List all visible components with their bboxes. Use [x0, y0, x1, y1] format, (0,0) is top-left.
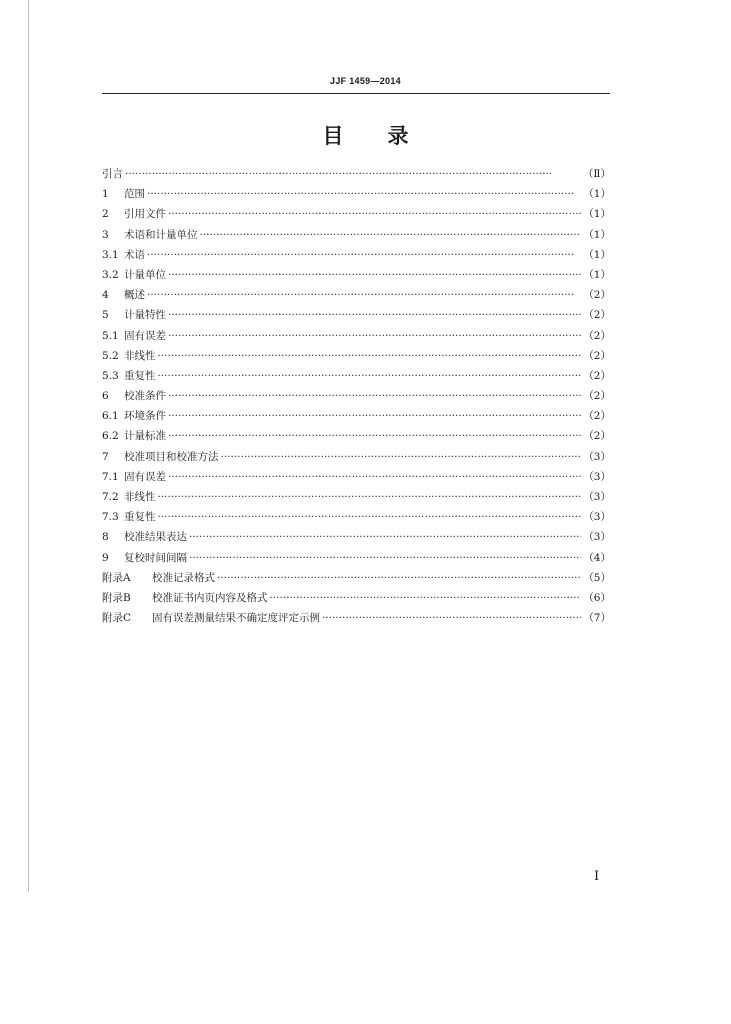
toc-entry-page: （2） — [583, 309, 611, 322]
toc-entry-number: 5 — [102, 309, 109, 322]
toc-entry-number: 附录C — [102, 612, 132, 625]
toc-entry-text: 非线性 — [124, 491, 156, 503]
toc-entry-text: 术语和计量单位 — [124, 228, 198, 241]
toc-entry-text: 概述 — [124, 289, 145, 302]
toc-entry-number: 7 — [102, 450, 109, 463]
toc-entry[interactable] — [102, 426, 611, 446]
toc-entry-page: （2） — [583, 390, 611, 403]
toc-entry-page: （4） — [583, 551, 611, 564]
toc-entry[interactable] — [102, 406, 611, 426]
page-number: I — [594, 869, 600, 884]
toc-leader-dots — [168, 406, 581, 426]
toc-entry[interactable] — [102, 265, 611, 285]
toc-entry-page: （2） — [583, 349, 611, 362]
toc-entry-page: （2） — [583, 289, 611, 302]
toc-entry-number: 6.2 — [102, 430, 119, 443]
toc-leader-dots — [322, 608, 581, 628]
toc-entry-page: （5） — [583, 571, 611, 584]
toc-entry-text: 校准记录格式 — [152, 571, 215, 584]
toc-leader-dots — [270, 588, 582, 608]
toc-entry-page: （2） — [583, 369, 611, 382]
toc-entry-text: 重复性 — [124, 369, 156, 382]
toc-entry-text: 非线性 — [124, 349, 156, 362]
toc-entry-label — [102, 568, 215, 588]
toc-entry-label — [102, 548, 187, 568]
toc-leader-dots — [189, 548, 581, 568]
toc-entry-label — [102, 265, 166, 285]
toc-entry-number: 5.2 — [102, 349, 119, 362]
toc-entry[interactable] — [102, 366, 611, 386]
toc-entry-page: （2） — [583, 329, 611, 342]
toc-entry-page: （6） — [583, 591, 611, 604]
title-char: 目 — [322, 124, 344, 148]
toc-entry-page: （1） — [583, 248, 611, 261]
toc-entry-text: 固有误差测量结果不确定度评定示例 — [152, 612, 320, 625]
toc-leader-dots — [158, 507, 582, 527]
header-rule — [102, 93, 610, 94]
toc-leader-dots — [168, 467, 581, 487]
toc-leader-dots — [168, 426, 581, 446]
toc-entry-text: 计量特性 — [124, 309, 166, 322]
toc-entry-number: 8 — [102, 531, 109, 544]
toc-entry-label — [102, 326, 166, 346]
toc-entry-text: 校准结果表达 — [124, 531, 187, 544]
toc-entry-label — [102, 507, 156, 527]
toc-entry[interactable] — [102, 285, 611, 305]
toc-entry-text: 固有误差 — [124, 470, 166, 483]
toc-entry-label — [102, 447, 219, 467]
toc-entry-number: 附录A — [102, 571, 131, 584]
toc-entry-text: 固有误差 — [124, 329, 166, 342]
toc-entry[interactable] — [102, 588, 611, 608]
toc-entry-page: （1） — [583, 268, 611, 281]
toc-entry-page: （3） — [583, 511, 611, 524]
toc-entry[interactable] — [102, 326, 611, 346]
toc-entry-label — [102, 487, 156, 507]
toc-entry-number: 附录B — [102, 591, 131, 604]
toc-leader-dots — [217, 568, 581, 588]
toc-leader-dots — [158, 346, 582, 366]
toc-entry[interactable] — [102, 346, 611, 366]
toc-entry[interactable] — [102, 548, 611, 568]
toc-leader-dots — [189, 527, 581, 547]
toc-entry-page: （2） — [583, 410, 611, 423]
toc-entry-number: 7.2 — [102, 491, 119, 503]
toc-entry-number: 1 — [102, 188, 109, 201]
toc-leader-dots — [147, 184, 581, 204]
toc-entry-label — [102, 184, 145, 204]
toc-entry-text: 引言 — [102, 168, 123, 180]
toc-entry-text: 复校时间间隔 — [124, 551, 187, 564]
toc-leader-dots — [147, 245, 581, 265]
toc-entry-page: （3） — [583, 470, 611, 483]
toc-leader-dots — [168, 386, 581, 406]
toc-entry[interactable] — [102, 386, 611, 406]
toc-entry-label — [102, 406, 166, 426]
toc-entry-text: 校准条件 — [124, 390, 166, 403]
toc-entry-number: 2 — [102, 208, 109, 221]
toc-entry[interactable] — [102, 225, 611, 245]
toc-entry-text: 引用文件 — [124, 208, 166, 221]
toc-entry-number: 4 — [102, 289, 109, 302]
toc-entry-label — [102, 467, 166, 487]
toc-entry-text: 重复性 — [124, 511, 156, 524]
standard-code: JJF 1459—2014 — [330, 76, 401, 86]
toc-entry-label — [102, 608, 320, 628]
toc-entry[interactable] — [102, 487, 611, 507]
toc-entry-label — [102, 366, 156, 386]
toc-leader-dots — [168, 326, 581, 346]
toc-leader-dots — [125, 164, 581, 184]
toc-entry[interactable] — [102, 608, 611, 628]
toc-entry-label — [102, 305, 166, 325]
toc-entry[interactable] — [102, 164, 611, 184]
toc-entry-page: （3） — [583, 450, 611, 463]
toc-entry-text: 术语 — [124, 248, 145, 261]
toc-leader-dots — [200, 225, 582, 245]
toc-entry-number: 9 — [102, 551, 109, 564]
toc-entry[interactable] — [102, 527, 611, 547]
toc-entry-number: 7.3 — [102, 511, 119, 524]
toc-entry-label — [102, 164, 123, 184]
toc-entry-label — [102, 225, 198, 245]
toc-entry-number: 5.3 — [102, 369, 119, 382]
toc-entry-number: 6.1 — [102, 410, 119, 423]
toc-entry-label — [102, 204, 166, 224]
toc-entry-page: （Ⅱ） — [582, 168, 611, 180]
toc-entry-label — [102, 527, 187, 547]
toc-leader-dots — [168, 265, 581, 285]
toc-entry-text: 校准项目和校准方法 — [124, 450, 219, 463]
toc-entry[interactable] — [102, 184, 611, 204]
toc-entry[interactable] — [102, 305, 611, 325]
toc-entry[interactable] — [102, 467, 611, 487]
table-of-contents — [102, 164, 611, 628]
toc-entry-page: （7） — [583, 612, 611, 625]
toc-entry-number: 6 — [102, 390, 109, 403]
toc-entry-text: 校准证书内页内容及格式 — [152, 591, 268, 604]
toc-entry-label — [102, 285, 145, 305]
toc-entry-text: 范围 — [124, 188, 145, 201]
toc-leader-dots — [221, 447, 582, 467]
toc-entry[interactable] — [102, 507, 611, 527]
toc-entry-page: （1） — [583, 228, 611, 241]
toc-leader-dots — [168, 204, 581, 224]
toc-entry-number: 5.1 — [102, 329, 119, 342]
toc-entry-text: 计量标准 — [124, 430, 166, 443]
toc-entry-page: （3） — [583, 491, 611, 503]
toc-entry-label — [102, 245, 145, 265]
page-title — [0, 120, 731, 150]
toc-entry-number: 3.1 — [102, 248, 119, 261]
toc-entry[interactable] — [102, 568, 611, 588]
toc-entry[interactable] — [102, 204, 611, 224]
toc-entry-text: 计量单位 — [124, 268, 166, 281]
toc-leader-dots — [147, 285, 581, 305]
toc-entry-label — [102, 426, 166, 446]
toc-entry-page: （1） — [583, 188, 611, 201]
title-char: 录 — [387, 124, 409, 148]
toc-entry-number: 7.1 — [102, 470, 119, 483]
toc-entry-label — [102, 346, 156, 366]
toc-entry-number: 3.2 — [102, 268, 119, 281]
toc-entry[interactable] — [102, 447, 611, 467]
toc-leader-dots — [158, 366, 582, 386]
toc-entry-label — [102, 386, 166, 406]
toc-entry-text: 环境条件 — [124, 410, 166, 423]
toc-entry[interactable] — [102, 245, 611, 265]
toc-entry-page: （1） — [583, 208, 611, 221]
toc-entry-page: （2） — [583, 430, 611, 443]
toc-entry-number: 3 — [102, 228, 109, 241]
toc-entry-label — [102, 588, 268, 608]
toc-entry-page: （3） — [583, 531, 611, 544]
toc-leader-dots — [168, 305, 581, 325]
toc-leader-dots — [158, 487, 582, 507]
